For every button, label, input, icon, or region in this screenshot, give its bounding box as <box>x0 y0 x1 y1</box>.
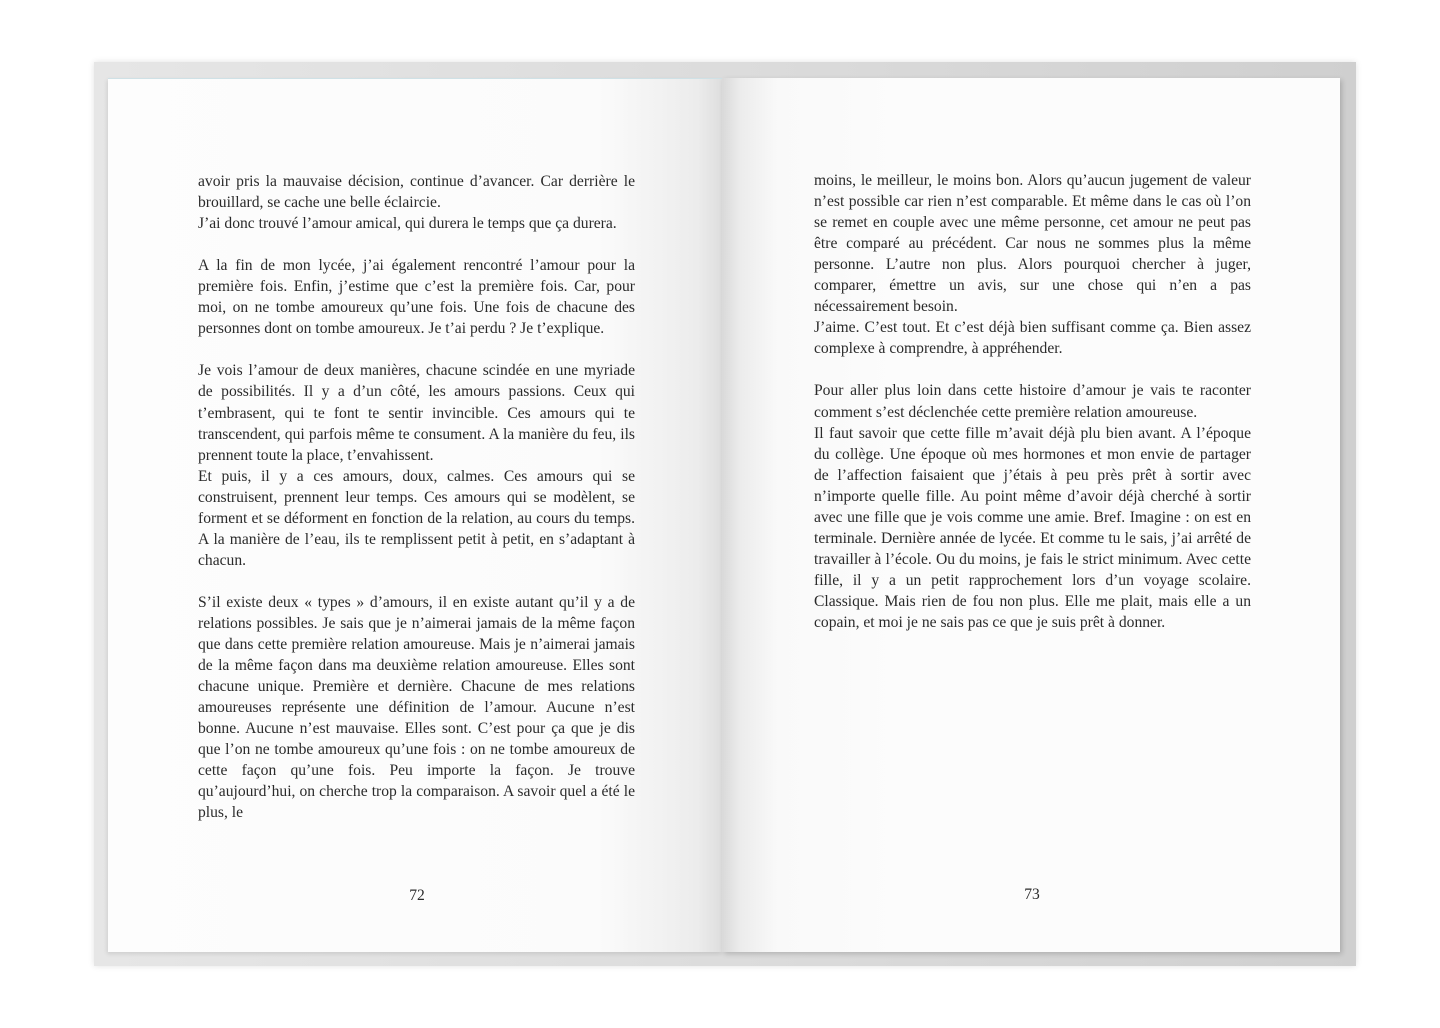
left-page-text <box>198 171 635 823</box>
paragraph-gap <box>198 234 635 255</box>
paragraph: Pour aller plus loin dans cette histoire d’amour je vais te raconter comment s’est déclenchée cette première relation amoureuse. <box>814 382 1251 421</box>
right-page <box>722 78 1340 952</box>
paragraph: avoir pris la mauvaise décision, continue d’avancer. Car derrière le brouillard, se cache une belle éclaircie. <box>198 173 635 212</box>
page-number: 73 <box>1024 886 1040 903</box>
page-number: 72 <box>409 887 425 904</box>
paragraph: Je vois l’amour de deux manières, chacune scindée en une myriade de possibilités. Il y a d’un côté, les amours passions. Ceux qui t’embrasent, qui te font te sentir invincible. Ces amours qui te transcendent, qui parfois même te consument. A la manière du feu, ils prennent toute la place, t’envahissent. <box>198 362 635 464</box>
right-page-text <box>814 170 1251 633</box>
paragraph-gap <box>198 571 635 592</box>
paragraph: Il faut savoir que cette fille m’avait déjà plu bien avant. A l’époque du collège. Une époque où mes hormones et mon envie de partager de l’affection faisaient que j’étais à peu près prêt à sortir avec n’importe quelle fille. Au point même d’avoir déjà cherché à sortir avec une fille que je vois comme une amie. Bref. Imagine : on est en terminale. Dernière année de lycée. Et comme tu le sais, j’ai arrêté de travailler à l’école. Ou du moins, je fais le strict minimum. Avec cette fille, il y a un petit rapprochement lors d’un voyage scolaire. Classique. Mais rien de fou non plus. Elle me plait, mais elle a un copain, et moi je ne sais pas ce que je suis prêt à donner. <box>814 424 1251 631</box>
paragraph-gap <box>814 359 1251 380</box>
paragraph: A la fin de mon lycée, j’ai également rencontré l’amour pour la première fois. Enfin, j’estime que c’est la première fois. Car, pour moi, on ne tombe amoureux qu’une fois. Une fois de chacune des personnes dont on tombe amoureux. Je t’ai perdu ? Je t’explique. <box>198 257 635 338</box>
paragraph: moins, le meilleur, le moins bon. Alors qu’aucun jugement de valeur n’est possible car rien n’est comparable. Et même dans le cas où l’on se remet en couple avec une même personne, cet amour ne peut pas être comparé au précédent. Car nous ne sommes plus la même personne. L’autre non plus. Alors pourquoi chercher à juger, comparer, émettre un avis, sur une chose qui n’en a pas nécessairement besoin. <box>814 172 1251 316</box>
left-page <box>108 78 722 952</box>
paragraph: S’il existe deux « types » d’amours, il en existe autant qu’il y a de relations possibles. Je sais que je n’aimerai jamais de la même façon que dans cette première relation amoureuse. Mais je n’aimerai jamais de la même façon dans ma deuxième relation amoureuse. Elles sont chacune unique. Première et dernière. Chacune de mes relations amoureuses représente une définition de l’amour. Aucune n’est bonne. Aucune n’est mauvaise. Elles sont. C’est pour ça que je dis que l’on ne tombe amoureux qu’une fois : on ne tombe amoureux de cette façon qu’une fois. Peu importe la façon. Je trouve qu’aujourd’hui, on cherche trop la comparaison. A savoir quel a été le plus, le <box>198 593 635 822</box>
paragraph: Et puis, il y a ces amours, doux, calmes. Ces amours qui se construisent, prennent leur temps. Ces amours qui se modèlent, se forment et se déforment en fonction de la relation, au cours du temps. A la manière de l’eau, ils te remplissent petit à petit, en s’adaptant à chacun. <box>198 467 635 569</box>
paragraph: J’aime. C’est tout. Et c’est déjà bien suffisant comme ça. Bien assez complexe à comprendre, à appréhender. <box>814 319 1251 358</box>
paragraph: J’ai donc trouvé l’amour amical, qui durera le temps que ça durera. <box>198 215 617 233</box>
paragraph-gap <box>198 339 635 360</box>
